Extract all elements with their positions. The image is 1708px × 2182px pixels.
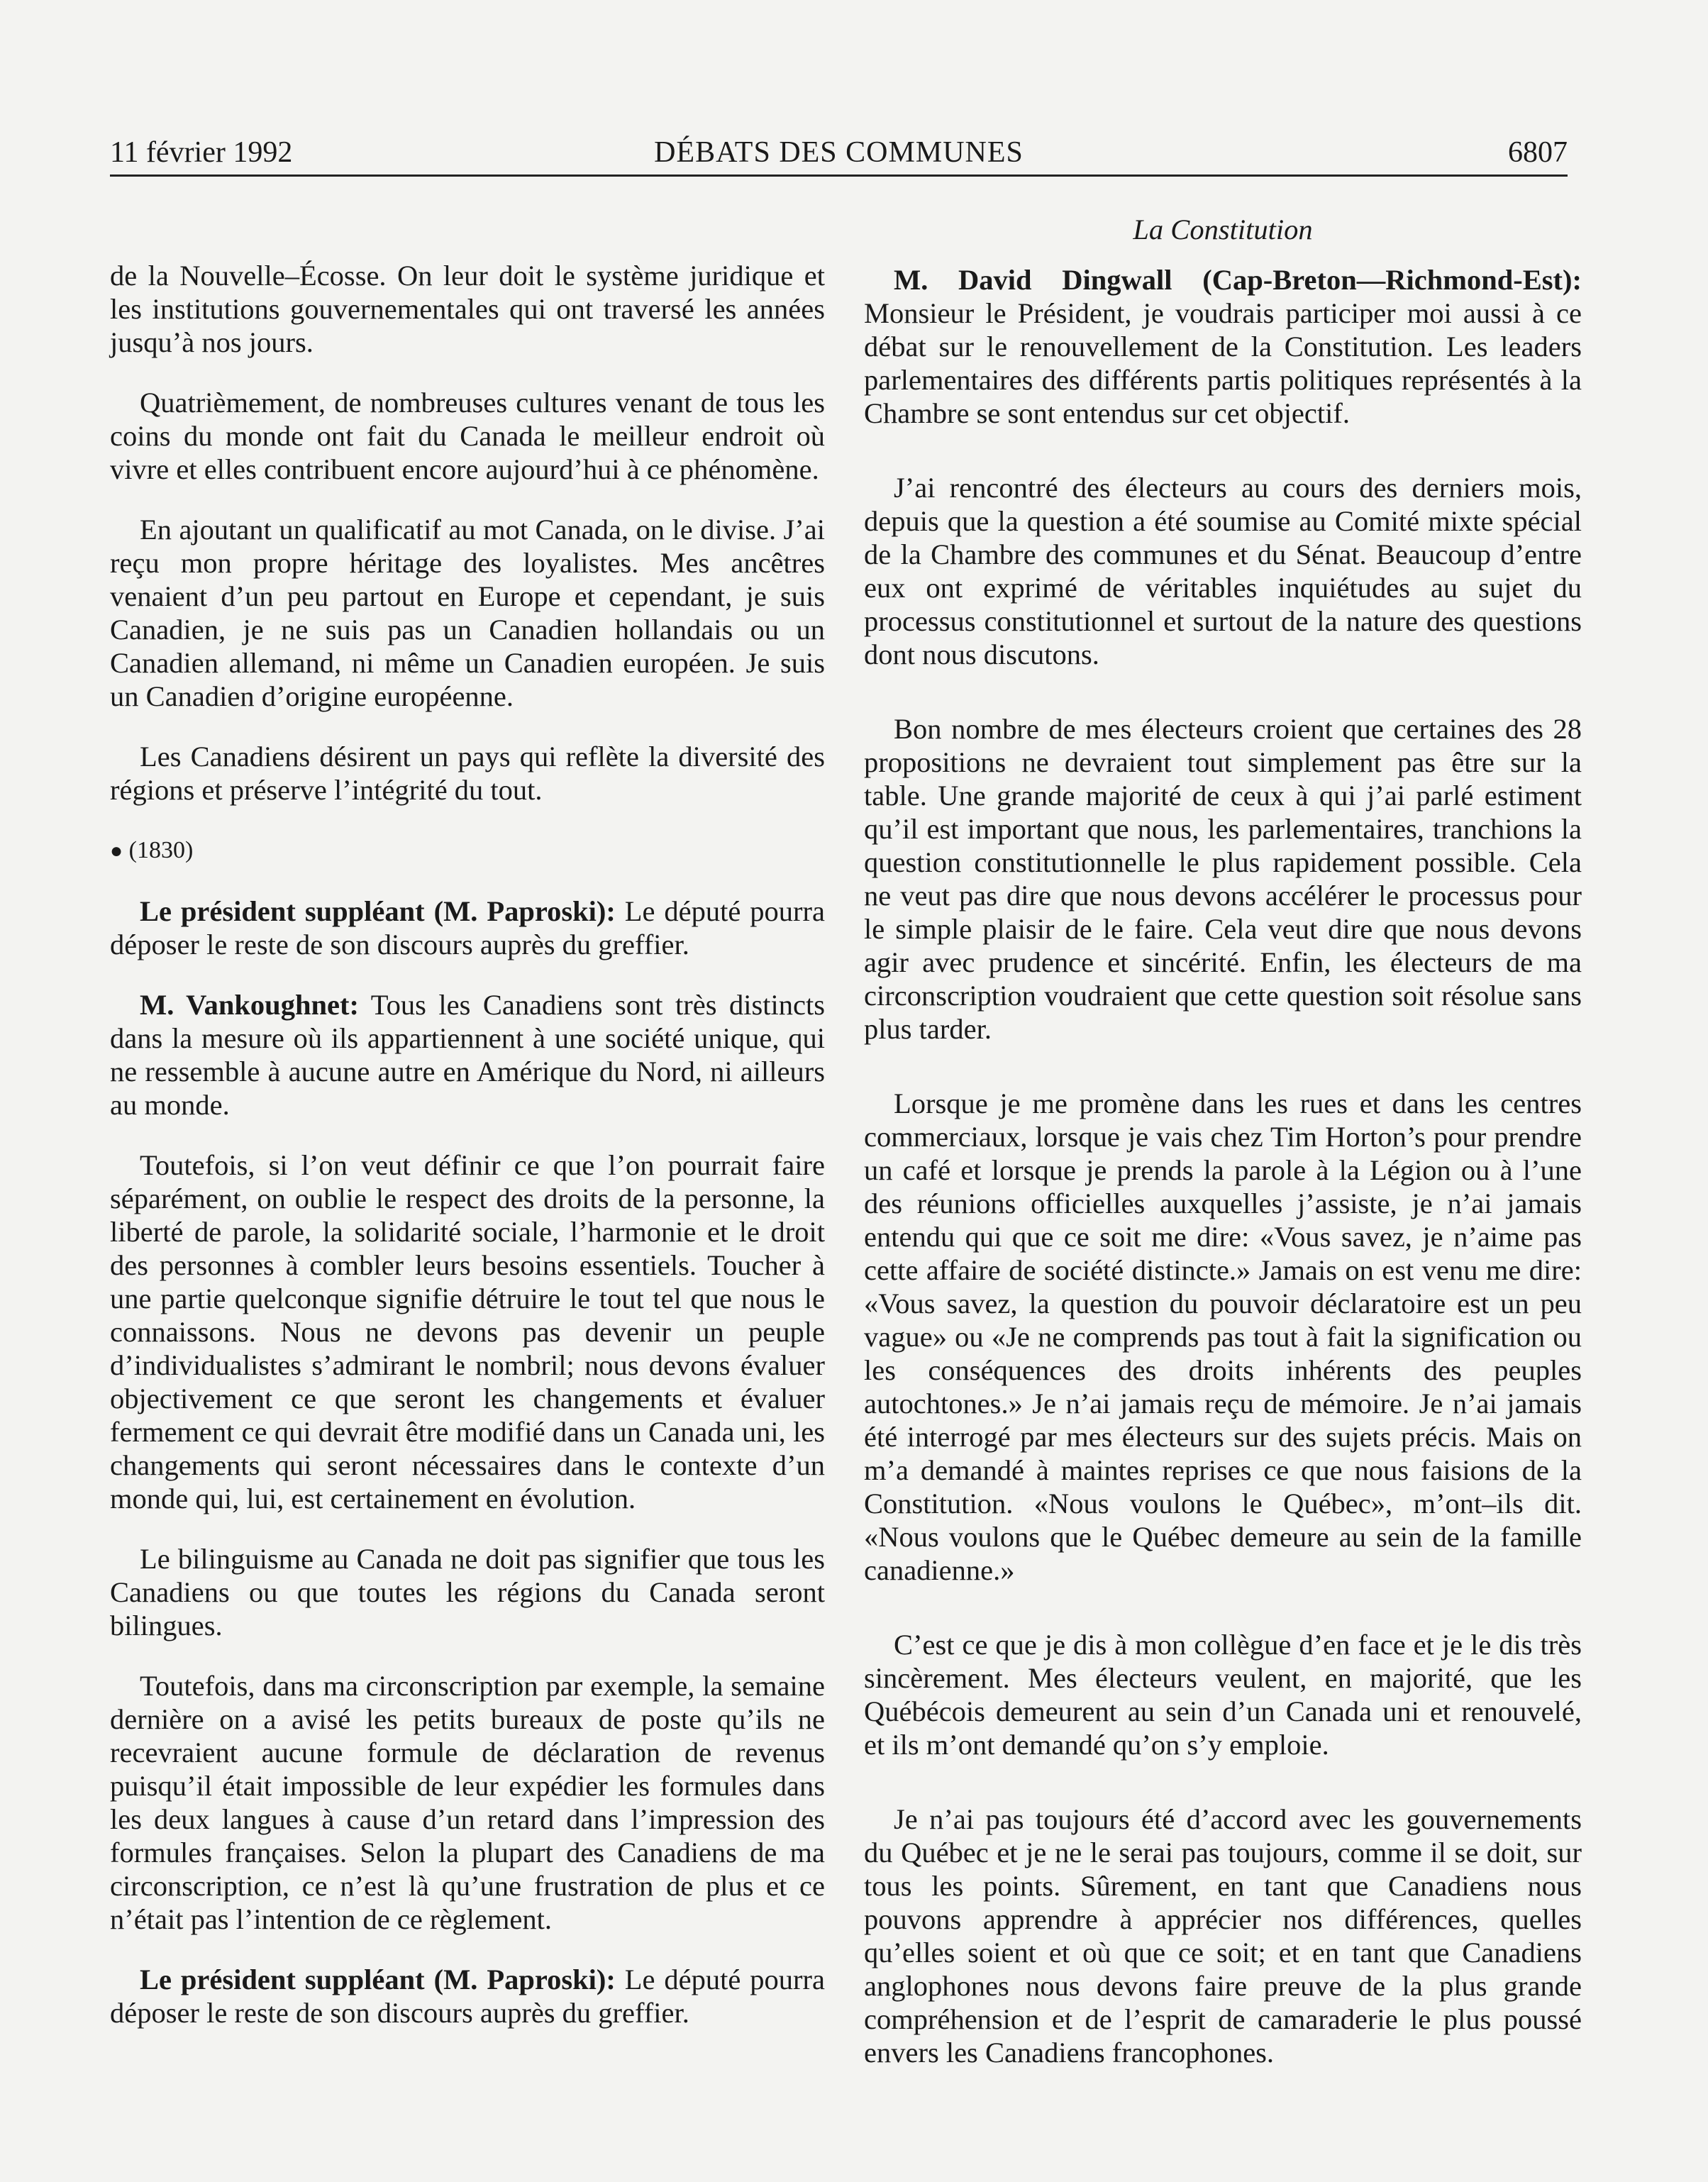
paragraph: Bon nombre de mes électeurs croient que certaines des 28 propositions ne devraient tout simplement pas être sur la table. Une grande majorité de ceux à qui j’ai parlé estiment qu’il est important que nous, les parlementaires, tranchions la question constitutionnelle le plus rapidement possible. Cela ne veut pas dire que nous devons accélérer le processus pour le simple plaisir de le faire. Cela veut dire que nous devons agir avec prudence et sincérité. Enfin, les électeurs de ma circonscription voudraient que cette question soit résolue sans plus tarder. <box>864 713 1582 1045</box>
left-column <box>110 259 825 2056</box>
speech-paragraph <box>110 1963 825 2029</box>
page-header <box>110 135 1568 177</box>
time-marker-text: (1830) <box>128 837 194 863</box>
speech-text: Tous les Canadiens sont très distincts dans la mesure où ils appartiennent à une société unique, qui ne ressemble à aucune autre en Amérique du Nord, ni ailleurs au monde. <box>110 989 825 1121</box>
page-number: 6807 <box>1508 136 1568 169</box>
paragraph: de la Nouvelle–Écosse. On leur doit le système juridique et les institutions gouvernementales qui ont traversé les années jusqu’à nos jours. <box>110 260 825 358</box>
paragraph: C’est ce que je dis à mon collègue d’en face et je le dis très sincèrement. Mes électeurs veulent, en majorité, que les Québécois demeurent au sein d’un Canada uni et renouvelé, et ils m’ont demandé qu’on s’y emploie. <box>864 1629 1582 1761</box>
speaker-name: M. David Dingwall (Cap-Breton—Richmond-Est): <box>894 264 1582 296</box>
paragraph: En ajoutant un qualificatif au mot Canada, on le divise. J’ai reçu mon propre héritage des loyalistes. Mes ancêtres venaient d’un peu partout en Europe et cependant, je suis Canadien, je ne suis pas un Canadien hollandais ou un Canadien allemand, ni même un Canadien européen. Je suis un Canadien d’origine européenne. <box>110 514 825 712</box>
header-date: 11 février 1992 <box>110 136 293 169</box>
speech-text: Monsieur le Président, je voudrais participer moi aussi à ce débat sur le renouvellement de la Constitution. Les leaders parlementaires des différents partis politiques représentés à la Chambre se sont entendus sur cet objectif. <box>864 297 1582 429</box>
paragraph: Toutefois, dans ma circonscription par exemple, la semaine dernière on a avisé les petits bureaux de poste qu’ils ne recevraient aucune formule de déclaration de revenus puisqu’il était impossible de leur expédier les formules dans les deux langues à cause d’un retard dans l’impression des formules françaises. Selon la plupart des Canadiens de ma circonscription, ce n’est là qu’une frustration de plus et ce n’était pas l’intention de ce règlement. <box>110 1670 825 1935</box>
paragraph: Quatrièmement, de nombreuses cultures venant de tous les coins du monde ont fait du Canada le meilleur endroit où vivre et elles contribuent encore aujourd’hui à ce phénomène. <box>110 387 825 485</box>
speech-paragraph <box>110 988 825 1122</box>
speech-paragraph <box>864 263 1582 430</box>
speaker-name: Le président suppléant (M. Paproski): <box>140 1964 616 1995</box>
time-marker <box>110 834 825 868</box>
section-heading: La Constitution <box>1133 214 1313 245</box>
speech-paragraph <box>110 895 825 961</box>
paragraph: Le bilinguisme au Canada ne doit pas signifier que tous les Canadiens ou que toutes les régions du Canada seront bilingues. <box>110 1543 825 1641</box>
paragraph: Toutefois, si l’on veut définir ce que l’on pourrait faire séparément, on oublie le respect des droits de la personne, la liberté de parole, la solidarité sociale, l’harmonie et le droit des personnes à combler leurs besoins essentiels. Toucher à une partie quelconque signifie détruire le tout tel que nous le connaissons. Nous ne devons pas devenir un peuple d’individualistes s’admirant le nombril; nous devons évaluer objectivement ce que seront les changements et évaluer fermement ce qui devrait être modifié dans un Canada uni, les changements qui seront nécessaires dans le contexte d’un monde qui, lui, est certainement en évolution. <box>110 1149 825 1514</box>
publication-title: DÉBATS DES COMMUNES <box>654 136 1024 169</box>
right-column <box>864 213 1582 2096</box>
bullet-icon: ● <box>110 839 123 863</box>
paragraph: Je n’ai pas toujours été d’accord avec les gouvernements du Québec et je ne le serai pas toujours, comme il se doit, sur tous les points. Sûrement, en tant que Canadiens nous pouvons apprendre à apprécier nos différences, quelles qu’elles soient et où que ce soit; et en tant que Canadiens anglophones nous devons faire preuve de la plus grande compréhension et de l’esprit de camaraderie le plus poussé envers les Canadiens francophones. <box>864 1803 1582 2069</box>
paragraph: Lorsque je me promène dans les rues et dans les centres commerciaux, lorsque je vais chez Tim Horton’s pour prendre un café et lorsque je prends la parole à la Légion ou à l’une des réunions officielles auxquelles j’assiste, je n’ai jamais entendu qui que ce soit me dire: «Vous savez, je n’aime pas cette affaire de société distincte.» Jamais on est venu me dire: «Vous savez, la question du pouvoir déclaratoire est un peu vague» ou «Je ne comprends pas tout à fait la signification ou les conséquences des droits inhérents des peuples autochtones.» Je n’ai jamais reçu de mémoire. Je n’ai jamais été interrogé par mes électeurs sur des sujets précis. Mais on m’a demandé à maintes reprises ce que nous faisions de la Constitution. «Nous voulons le Québec», m’ont–ils dit. «Nous voulons que le Québec demeure au sein de la famille canadienne.» <box>864 1087 1582 1586</box>
speech-text: Le député pourra déposer le reste de son discours auprès du greffier. <box>110 1964 825 2029</box>
speech-text: Le député pourra déposer le reste de son discours auprès du greffier. <box>110 895 825 960</box>
speaker-name: M. Vankoughnet: <box>140 989 359 1021</box>
paragraph: J’ai rencontré des électeurs au cours des derniers mois, depuis que la question a été soumise au Comité mixte spécial de la Chambre des communes et du Sénat. Beaucoup d’entre eux ont exprimé de véritables inquiétudes au sujet du processus constitutionnel et surtout de la nature des questions dont nous discutons. <box>864 472 1582 670</box>
paragraph: Les Canadiens désirent un pays qui reflète la diversité des régions et préserve l’intégrité du tout. <box>110 741 825 806</box>
speaker-name: Le président suppléant (M. Paproski): <box>140 895 616 927</box>
